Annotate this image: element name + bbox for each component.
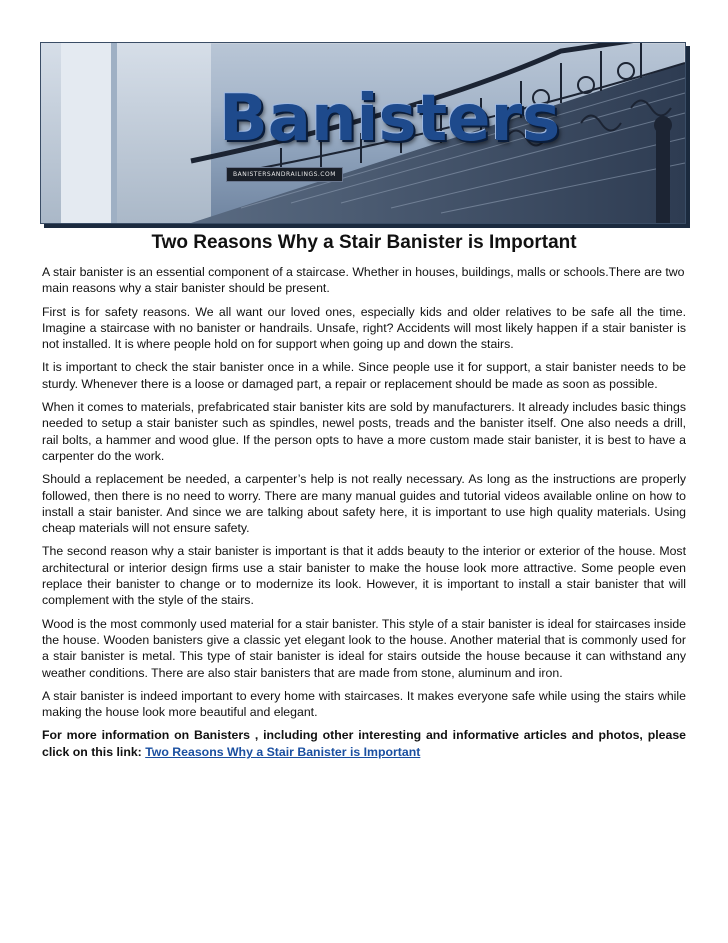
paragraph: The second reason why a stair banister is important is that it adds beauty to the interior or exterior of the house. Most architectural or interior design firms use a stair banister to make the house look more attractive. Some people even replace their banister to change or to modernize its look. However, it is important to install a stair banister that will complement with the style of the stairs.: [42, 544, 686, 608]
banner-title: Banisters: [219, 82, 561, 156]
more-info-paragraph: [42, 727, 686, 760]
banner-website-label: BANISTERSANDRAILINGS.COM: [226, 167, 343, 182]
more-info-text: For more information on Banisters , including other interesting and informative articles and photos, please click on this link:: [42, 728, 686, 759]
paragraph: Wood is the most commonly used material for a stair banister. This style of a stair banister is ideal for staircases inside the house. Wooden banisters give a classic yet elegant look to the house. Another material that is commonly used for a stair banister is metal. This type of stair banister is ideal for stairs outside the house because it can withstand any weather conditions. There are also stair banisters that are made from stone, aluminum and iron.: [42, 616, 686, 680]
article-link[interactable]: Two Reasons Why a Stair Banister is Important: [145, 744, 421, 759]
paragraph: A stair banister is indeed important to every home with staircases. It makes everyone safe while using the stairs while making the house look more beautiful and elegant.: [42, 688, 686, 720]
paragraph: It is important to check the stair banister once in a while. Since people use it for support, a stair banister needs to be sturdy. Whenever there is a loose or damaged part, a repair or replacement should be made as soon as possible.: [42, 360, 686, 391]
article-body: [42, 264, 686, 767]
header-banner-image: [40, 42, 686, 224]
paragraph: Should a replacement be needed, a carpenter’s help is not really necessary. As long as the instructions are properly followed, then there is no need to worry. There are many manual guides and tutorial videos available online on how to install a stair banister. And since we are talking about safety here, it is important to use high quality materials. Using cheap materials will not ensure safety.: [42, 472, 686, 536]
article-title: Two Reasons Why a Stair Banister is Important: [151, 232, 577, 253]
paragraph: A stair banister is an essential component of a staircase. Whether in houses, buildings, malls or schools.There are two main reasons why a stair banister should be present.: [42, 265, 685, 296]
paragraph: First is for safety reasons. We all want our loved ones, especially kids and older relatives to be safe all the time. Imagine a staircase with no banister or handrails. Unsafe, right? Accidents will most likely happen if a stair banister is not installed. It is where people hold on for support when going up and down the stairs.: [42, 304, 686, 352]
paragraph: When it comes to materials, prefabricated stair banister kits are sold by manufacturers. It already includes basic things needed to setup a stair banister such as spindles, newel posts, treads and the banister itself. One also needs a drill, rail bolts, a hammer and wood glue. If the person opts to have a more custom made stair banister, it is best to have a carpenter do the work.: [42, 400, 686, 463]
